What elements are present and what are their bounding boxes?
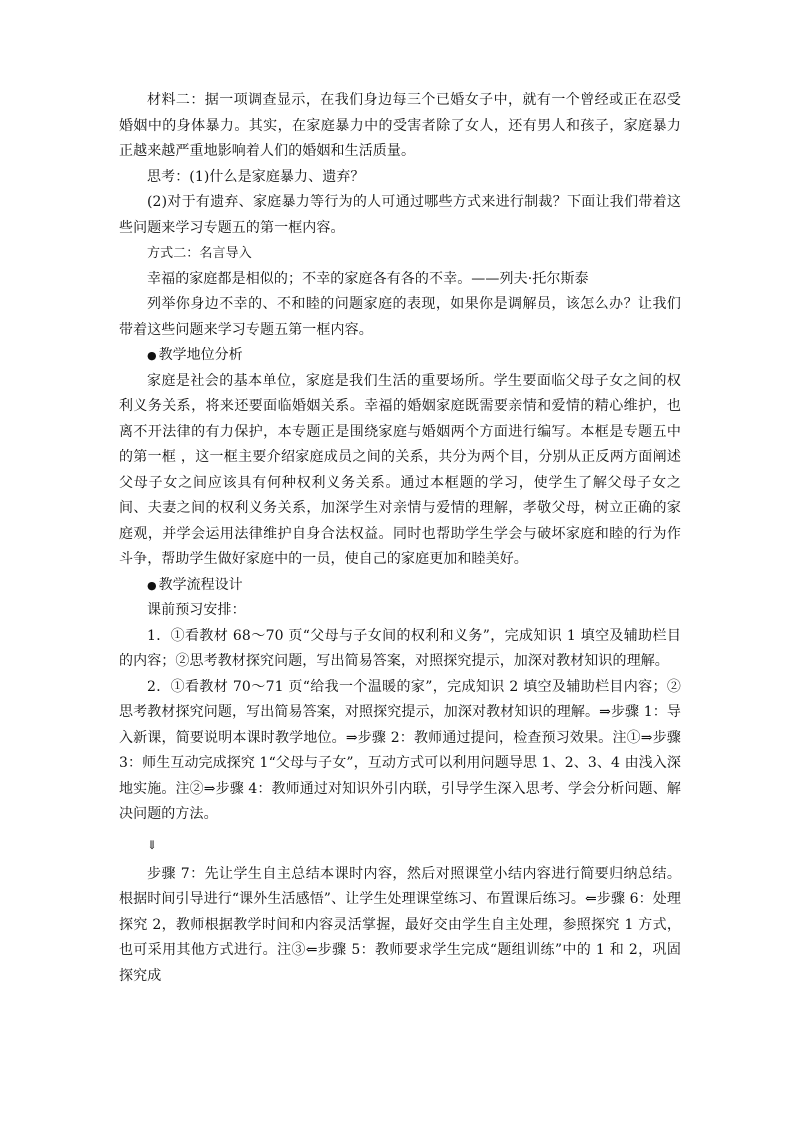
preview-item-two: 2．①看教材 70～71 页“给我一个温暖的家”，完成知识 2 填空及辅助栏目内容；②思考教材探究问题，写出简易答案，对照探究提示，加深对教材知识的理解。⇒步骤 1：导入新课，简要说明本课时教学地位。⇒步骤 2：教师通过提问，检查预习效果。注①⇒步骤 3：师生互动完成探究 1“父母与子女”，互动方式可以利用问题导思 1、2、3、4 由浅入深地实施。注②⇒步骤 4：教师通过对知识外引内联，引导学生深入思考、学会分析问题、解决问题的方法。 xyxy=(119,678,681,822)
tolstoy-quote: 幸福的家庭都是相似的；不幸的家庭各有各的不幸。——列夫·托尔斯泰 xyxy=(147,270,589,287)
think-question-one: 思考：(1)什么是家庭暴力、遗弃？ xyxy=(147,168,365,185)
think-question-two: (2)对于有遗弃、家庭暴力等行为的人可通过哪些方式来进行制裁？下面让我们带着这些问题来学习专题五的第一框内容。 xyxy=(119,194,681,236)
bullet-icon: ● xyxy=(147,578,157,592)
bullet-icon: ● xyxy=(147,349,157,362)
method-two-title: 方式二：名言导入 xyxy=(147,246,252,261)
section-heading-status xyxy=(119,343,681,369)
teaching-status-paragraph: 家庭是社会的基本单位，家庭是我们生活的重要场所。学生要面临父母子女之间的权利义务关系，将来还要面临婚姻关系。幸福的婚姻家庭既需要亲情和爱情的精心维护，也离不开法律的有力保护，本专题正是围绕家庭与婚姻两个方面进行编写。本框是专题五中的第一框 ，这一框主要介绍家庭成员之间的关系，共分为两个目，分别从正反两方面阐述父母子女之间应该具有何种权利义务关系。通过本框题的学习，使学生了解父母子女之间、夫妻之间的权利义务关系，加深学生对亲情与爱情的理解，孝敬父母，树立正确的家庭观，并学会运用法律维护自身合法权益。同时也帮助学生学会与破坏家庭和睦的行为作斗争，帮助学生做好家庭中的一员，使自己的家庭更加和睦美好。 xyxy=(119,372,681,567)
section-heading-flow-label: 教学流程设计 xyxy=(158,576,243,593)
down-arrow-icon: ⇓ xyxy=(147,837,158,852)
preview-item-one: 1．①看教材 68～70 页“父母与子女间的权利和义务”，完成知识 1 填空及辅助栏目的内容；②思考教材探究问题，写出简易答案，对照探究提示，加深对教材知识的理解。 xyxy=(119,627,681,669)
section-heading-flow xyxy=(119,573,681,599)
document-page xyxy=(119,88,681,989)
preview-title: 课前预习安排： xyxy=(147,602,246,618)
section-heading-status-label: 教学地位分析 xyxy=(158,347,243,363)
quote-task-paragraph: 列举你身边不幸的、不和睦的问题家庭的表现，如果你是调解员，该怎么办？让我们带着这些问题来学习专题五第一框内容。 xyxy=(119,296,681,338)
material-two-paragraph: 材料二：据一项调查显示，在我们身边每三个已婚女子中，就有一个曾经或正在忍受婚姻中的身体暴力。其实，在家庭暴力中的受害者除了女人，还有男人和孩子，家庭暴力正越来越严重地影响着人们的婚姻和生活质量。 xyxy=(119,92,681,159)
step-seven-paragraph: 步骤 7：先让学生自主总结本课时内容，然后对照课堂小结内容进行简要归纳总结。根据时间引导进行“课外生活感悟”、让学生处理课堂练习、布置课后练习。⇐步骤 6：处理探究 2，教师根据教学时间和内容灵活掌握，最好交由学生自主处理，参照探究 1 方式，也可采用其他方式进行。注③⇐步骤 5：教师要求学生完成“题组训练”中的 1 和 2，巩固探究成 xyxy=(119,865,681,984)
